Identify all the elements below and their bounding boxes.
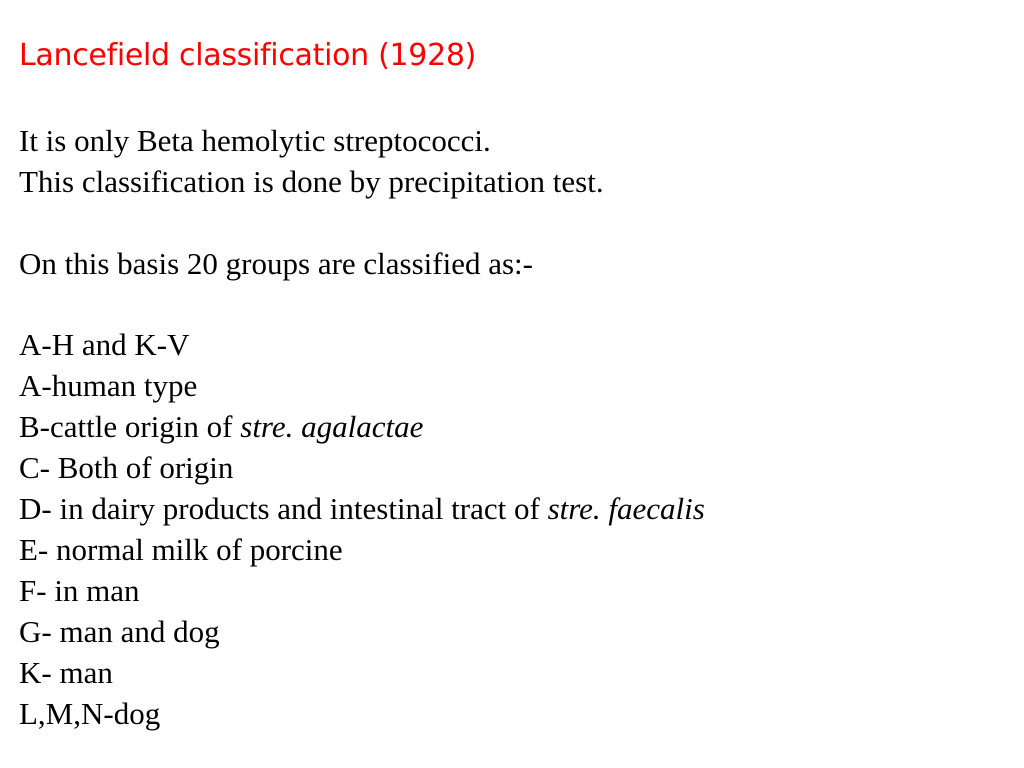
group-item-k — [19, 652, 705, 693]
intro-line-precipitation-test: This classification is done by precipitation test. — [19, 164, 604, 199]
group-text: K- man — [19, 655, 113, 690]
group-item-l-m-n — [19, 693, 705, 734]
group-text: E- normal milk of porcine — [19, 532, 343, 567]
classification-basis: On this basis 20 groups are classified as:- — [19, 246, 533, 281]
group-text: A-human type — [19, 368, 198, 403]
group-species-name: stre. agalactae — [240, 409, 424, 444]
group-species-name: stre. faecalis — [547, 491, 705, 526]
group-text: A-H and K-V — [19, 327, 190, 362]
group-text: B-cattle origin of — [19, 409, 241, 444]
group-item-e — [19, 529, 705, 570]
group-list — [19, 324, 705, 734]
group-item-g — [19, 611, 705, 652]
group-text: C- Both of origin — [19, 450, 234, 485]
group-item-c — [19, 447, 705, 488]
group-text: G- man and dog — [19, 614, 220, 649]
group-item-a — [19, 365, 705, 406]
group-item-f — [19, 570, 705, 611]
intro-line-beta-hemolytic: It is only Beta hemolytic streptococci. — [19, 123, 491, 158]
group-item-a-h-k-v — [19, 324, 705, 365]
group-text: D- in dairy products and intestinal tract of — [19, 491, 548, 526]
group-item-d — [19, 488, 705, 529]
group-text: L,M,N-dog — [19, 696, 161, 731]
slide-title: Lancefield classification (1928) — [19, 38, 477, 73]
group-item-b — [19, 406, 705, 447]
group-text: F- in man — [19, 573, 140, 608]
